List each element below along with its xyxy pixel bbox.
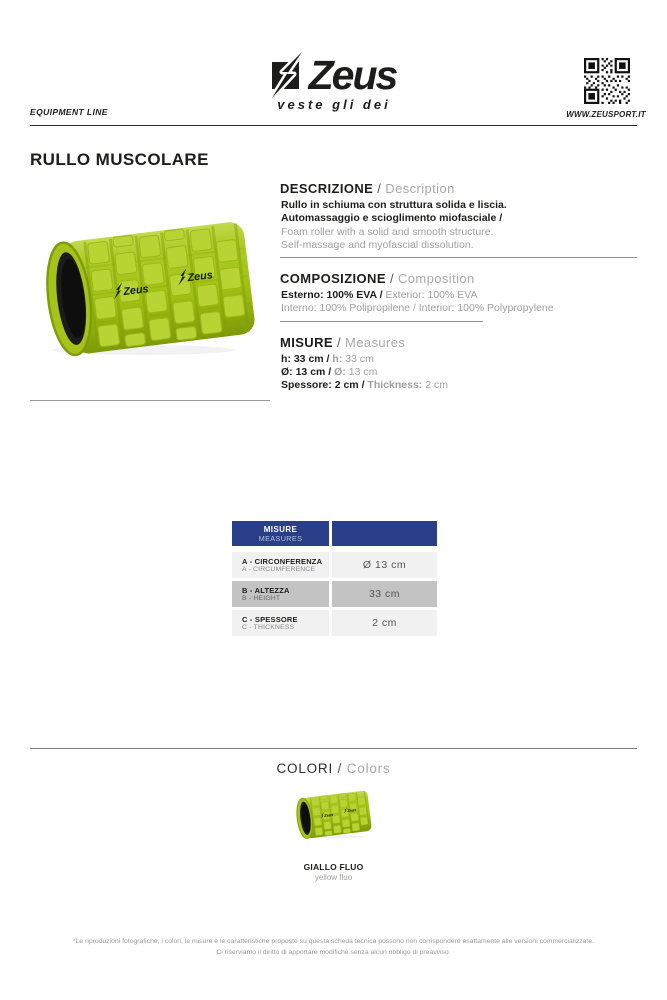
header-divider xyxy=(30,125,637,126)
composition-heading-it: COMPOSIZIONE xyxy=(280,271,386,286)
row-label-en: C - THICKNESS xyxy=(242,624,295,631)
measure-separator: / xyxy=(361,379,365,391)
measure-label-it: h: xyxy=(281,353,291,365)
description-heading-it: DESCRIZIONE xyxy=(280,181,374,196)
row-value: 33 cm xyxy=(368,588,401,600)
brand-tagline: veste gli dei xyxy=(277,97,391,112)
table-row xyxy=(232,610,437,636)
composition-heading-en: Composition xyxy=(397,271,475,286)
composition-line-1 xyxy=(281,289,477,303)
lightning-bolt-icon xyxy=(272,52,306,102)
measure-diameter-line xyxy=(281,366,377,380)
heading-separator: / xyxy=(377,181,382,196)
brand-logo xyxy=(246,52,422,112)
heading-separator: / xyxy=(389,271,394,286)
color-variant-name-it: GIALLO FLUO xyxy=(303,862,364,872)
description-text-it: Automassaggio e scioglimento miofasciale / xyxy=(281,212,503,224)
description-heading xyxy=(280,181,455,196)
colors-heading xyxy=(0,761,667,776)
color-variant-image xyxy=(289,790,375,845)
footer-line-1: *Le riproduzioni fotografiche, i colori, le misure e le caratteristiche proposte su questa scheda tecnica possono non corrispondere esattamente alle versioni commercializzate. xyxy=(73,938,594,945)
row-label-en: A - CIRCUMFERENCE xyxy=(242,566,316,573)
row-value-cell xyxy=(332,610,437,636)
size-table-header-title-cell xyxy=(232,521,329,546)
section-divider xyxy=(280,321,483,322)
measures-heading xyxy=(280,335,405,350)
measure-label-en: h: xyxy=(332,353,343,365)
measures-heading-it: MISURE xyxy=(280,335,333,350)
row-label-cell xyxy=(232,581,329,607)
size-table-title: MISURE xyxy=(263,524,298,534)
size-table xyxy=(232,521,437,639)
description-text-en: Foam roller with a solid and smooth structure. xyxy=(281,226,494,238)
colors-heading-it: COLORI xyxy=(276,761,334,776)
description-heading-en: Description xyxy=(385,181,455,196)
measure-value-it: 33 cm xyxy=(293,353,324,365)
row-value-cell xyxy=(332,581,437,607)
row-label-cell xyxy=(232,610,329,636)
colors-heading-en: Colors xyxy=(346,761,391,776)
composition-exterior-it: Esterno: 100% EVA / xyxy=(281,289,383,301)
measure-separator: / xyxy=(326,353,330,365)
measure-height-line xyxy=(281,353,374,367)
measure-value-it: 2 cm xyxy=(334,379,359,391)
qr-code-icon xyxy=(584,58,630,109)
brand-name: Zeus xyxy=(308,52,397,98)
heading-separator: / xyxy=(337,761,343,776)
composition-exterior-en: Exterior: 100% EVA xyxy=(385,289,478,301)
composition-line-2: Interno: 100% Polipropilene / Interior: 100% Polypropylene xyxy=(281,302,554,314)
table-row xyxy=(232,552,437,578)
image-divider xyxy=(30,400,270,401)
row-label-cell xyxy=(232,552,329,578)
row-value: Ø 13 cm xyxy=(362,559,407,571)
heading-separator: / xyxy=(336,335,341,350)
measure-label-it: Spessore: xyxy=(281,379,332,391)
size-table-header-spacer xyxy=(332,521,437,546)
measure-value-en: 13 cm xyxy=(348,366,378,378)
footer-line-2: Ci riserviamo il diritto di apportare modifiche senza alcun obbligo di preavviso. xyxy=(216,949,451,956)
product-image xyxy=(26,220,264,364)
measure-label-en: Thickness: xyxy=(367,379,423,391)
page-title: RULLO MUSCOLARE xyxy=(30,150,209,169)
row-label-it: A - CIRCONFERENZA xyxy=(242,557,323,566)
measure-label-it: Ø: xyxy=(281,366,293,378)
measure-label-en: Ø: xyxy=(334,366,346,378)
size-table-subtitle: MEASURES xyxy=(258,533,303,543)
measures-heading-en: Measures xyxy=(345,335,406,350)
website-link[interactable]: WWW.ZEUSPORT.IT xyxy=(566,110,646,119)
colors-divider xyxy=(30,748,637,749)
measure-thickness-line xyxy=(281,379,448,393)
color-variant-name-en: yellow fluo xyxy=(314,873,353,882)
row-label-it: C - SPESSORE xyxy=(242,615,298,624)
row-value-cell xyxy=(332,552,437,578)
row-label-it: B - ALTEZZA xyxy=(242,586,290,595)
table-row xyxy=(232,581,437,607)
description-text-it: Rullo in schiuma con struttura solida e liscia. xyxy=(281,199,507,211)
measure-value-en: 2 cm xyxy=(425,379,448,391)
footer-disclaimer xyxy=(33,936,634,958)
measure-value-it: 13 cm xyxy=(295,366,326,378)
description-text-en: Self-massage and myofascial dissolution. xyxy=(281,239,474,251)
size-table-header xyxy=(232,521,437,546)
equipment-line-label: EQUIPMENT LINE xyxy=(30,107,108,117)
row-label-en: B - HEIGHT xyxy=(242,595,281,602)
measure-value-en: 33 cm xyxy=(345,353,374,365)
row-value: 2 cm xyxy=(372,617,397,629)
section-divider xyxy=(280,257,637,258)
measure-separator: / xyxy=(328,366,332,378)
composition-heading xyxy=(280,271,475,286)
